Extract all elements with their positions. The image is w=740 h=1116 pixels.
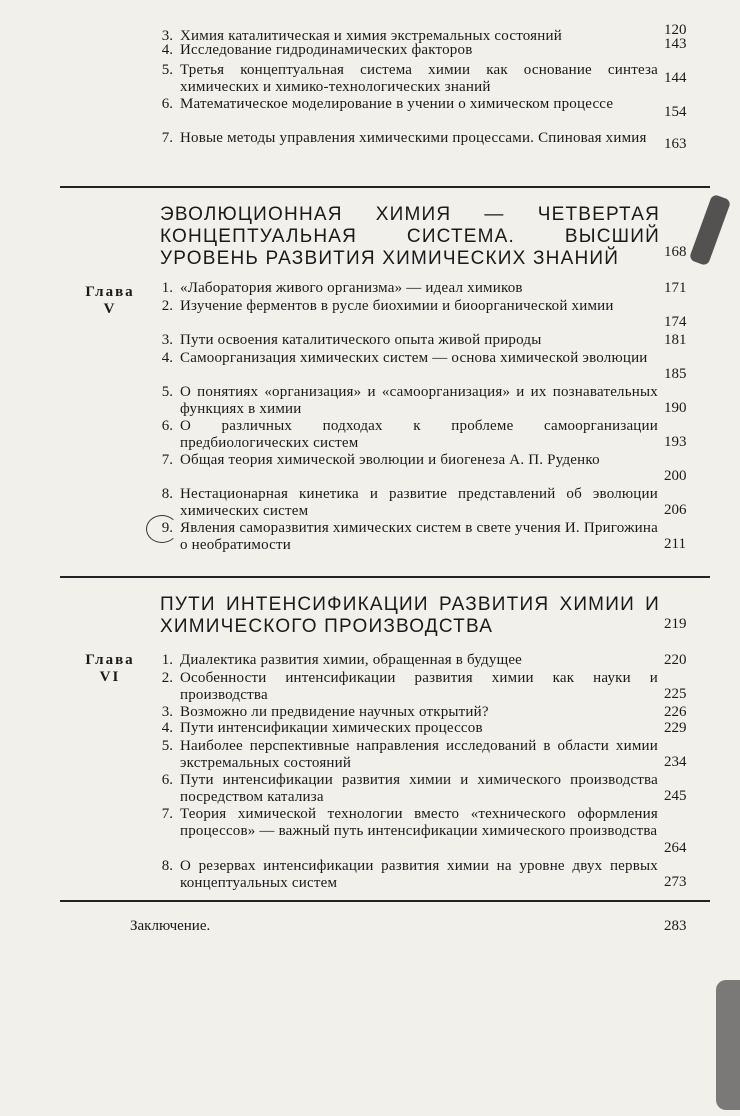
entry-page: 144 [664, 70, 687, 86]
chapter-word: Глава [85, 284, 135, 300]
entry-number: 3. [161, 332, 173, 348]
entry-text: Теория химической технологии вместо «технического оформления процессов» — важный путь интенсификации химического производства [180, 806, 658, 839]
entry-text: Третья концептуальная система химии как основание синтеза химических и химико-технологических знаний [180, 62, 658, 95]
part-title: ЭВОЛЮЦИОННАЯ ХИМИЯ — ЧЕТВЕРТАЯ КОНЦЕПТУАЛЬНАЯ СИСТЕМА. ВЫСШИЙ УРОВЕНЬ РАЗВИТИЯ ХИМИЧЕСКИХ ЗНАНИЙ [160, 204, 660, 269]
entry-text: Новые методы управления химическими процессами. Спиновая химия [180, 130, 647, 146]
chapter-number: VI [99, 669, 121, 685]
entry-text: Пути освоения каталитического опыта живой природы [180, 332, 542, 348]
section-divider [60, 900, 710, 902]
entry-number: 5. [161, 62, 173, 78]
entry-page: 185 [664, 366, 687, 382]
entry-text: Особенности интенсификации развития химии как науки и производства [180, 670, 658, 703]
entry-number: 6. [161, 418, 173, 434]
entry-text: Явления саморазвития химических систем в свете учения И. Пригожина о необратимости [180, 520, 658, 553]
entry-page: 229 [664, 720, 687, 736]
entry-text: О различных подходах к проблеме самоорганизации предбиологических систем [180, 418, 658, 451]
entry-page: 245 [664, 788, 687, 804]
entry-number: 5. [161, 384, 173, 400]
entry-page: 193 [664, 434, 687, 450]
entry-number: 1. [161, 652, 173, 668]
handwritten-circle-mark [146, 515, 178, 543]
entry-page: 225 [664, 686, 687, 702]
entry-number: 4. [161, 350, 173, 366]
entry-text: Химия каталитическая и химия экстремальных состояний [180, 28, 562, 44]
entry-page: 206 [664, 502, 687, 518]
entry-text: О резервах интенсификации развития химии на уровне двух первых концептуальных систем [180, 858, 658, 891]
entry-page: 220 [664, 652, 687, 668]
chapter-number: V [103, 301, 117, 317]
entry-text: Математическое моделирование в учении о химическом процессе [180, 96, 614, 112]
entry-page: 171 [664, 280, 687, 296]
entry-number: 8. [161, 486, 173, 502]
entry-text: О понятиях «организация» и «самоорганизация» и их познавательных функциях в химии [180, 384, 658, 417]
entry-number: 3. [161, 28, 173, 44]
entry-text: Общая теория химической эволюции и биогенеза А. П. Руденко [180, 452, 600, 468]
entry-text: Диалектика развития химии, обращенная в будущее [180, 652, 523, 668]
entry-page: 143 [664, 36, 687, 52]
entry-text: Наиболее перспективные направления исследований в области химии экстремальных состояний [180, 738, 658, 771]
entry-number: 4. [161, 42, 173, 58]
entry-number: 2. [161, 670, 173, 686]
entry-number: 6. [161, 772, 173, 788]
scan-smudge [716, 980, 740, 1110]
chapter-label [70, 284, 150, 318]
entry-text: Исследование гидродинамических факторов [180, 42, 473, 58]
entry-page: 120 [664, 22, 687, 38]
entry-number: 7. [161, 130, 173, 146]
entry-number: 9. [161, 520, 173, 536]
entry-number: 2. [161, 298, 173, 314]
entry-page: 264 [664, 840, 687, 856]
entry-number: 1. [161, 280, 173, 296]
part-page: 219 [664, 616, 687, 632]
entry-text: Самоорганизация химических систем — основа химической эволюции [180, 350, 648, 366]
entry-text: Нестационарная кинетика и развитие представлений об эволюции химических систем [180, 486, 658, 519]
conclusion-page: 283 [664, 918, 687, 934]
entry-text: «Лаборатория живого организма» — идеал химиков [180, 280, 523, 296]
conclusion-label: Заключение. [130, 918, 211, 934]
entry-page: 200 [664, 468, 687, 484]
entry-page: 226 [664, 704, 687, 720]
entry-text: Возможно ли предвидение научных открытий? [180, 704, 489, 720]
entry-page: 154 [664, 104, 687, 120]
chapter-word: Глава [85, 652, 135, 668]
entry-number: 7. [161, 452, 173, 468]
chapter-label [70, 652, 150, 686]
entry-text: Изучение ферментов в русле биохимии и биоорганической химии [180, 298, 614, 314]
part-title: ПУТИ ИНТЕНСИФИКАЦИИ РАЗВИТИЯ ХИМИИ И ХИМИЧЕСКОГО ПРОИЗВОДСТВА [160, 594, 660, 637]
entry-number: 8. [161, 858, 173, 874]
entry-number: 5. [161, 738, 173, 754]
entry-page: 190 [664, 400, 687, 416]
part-page: 168 [664, 244, 687, 260]
section-divider [60, 576, 710, 578]
entry-page: 174 [664, 314, 687, 330]
entry-number: 6. [161, 96, 173, 112]
section-divider [60, 186, 710, 188]
entry-page: 163 [664, 136, 687, 152]
entry-text: Пути интенсификации развития химии и химического производства посредством катализа [180, 772, 658, 805]
entry-page: 234 [664, 754, 687, 770]
entry-number: 4. [161, 720, 173, 736]
entry-text: Пути интенсификации химических процессов [180, 720, 483, 736]
entry-page: 273 [664, 874, 687, 890]
entry-number: 7. [161, 806, 173, 822]
entry-number: 3. [161, 704, 173, 720]
entry-page: 181 [664, 332, 687, 348]
scan-smudge [689, 194, 732, 267]
entry-page: 211 [664, 536, 686, 552]
